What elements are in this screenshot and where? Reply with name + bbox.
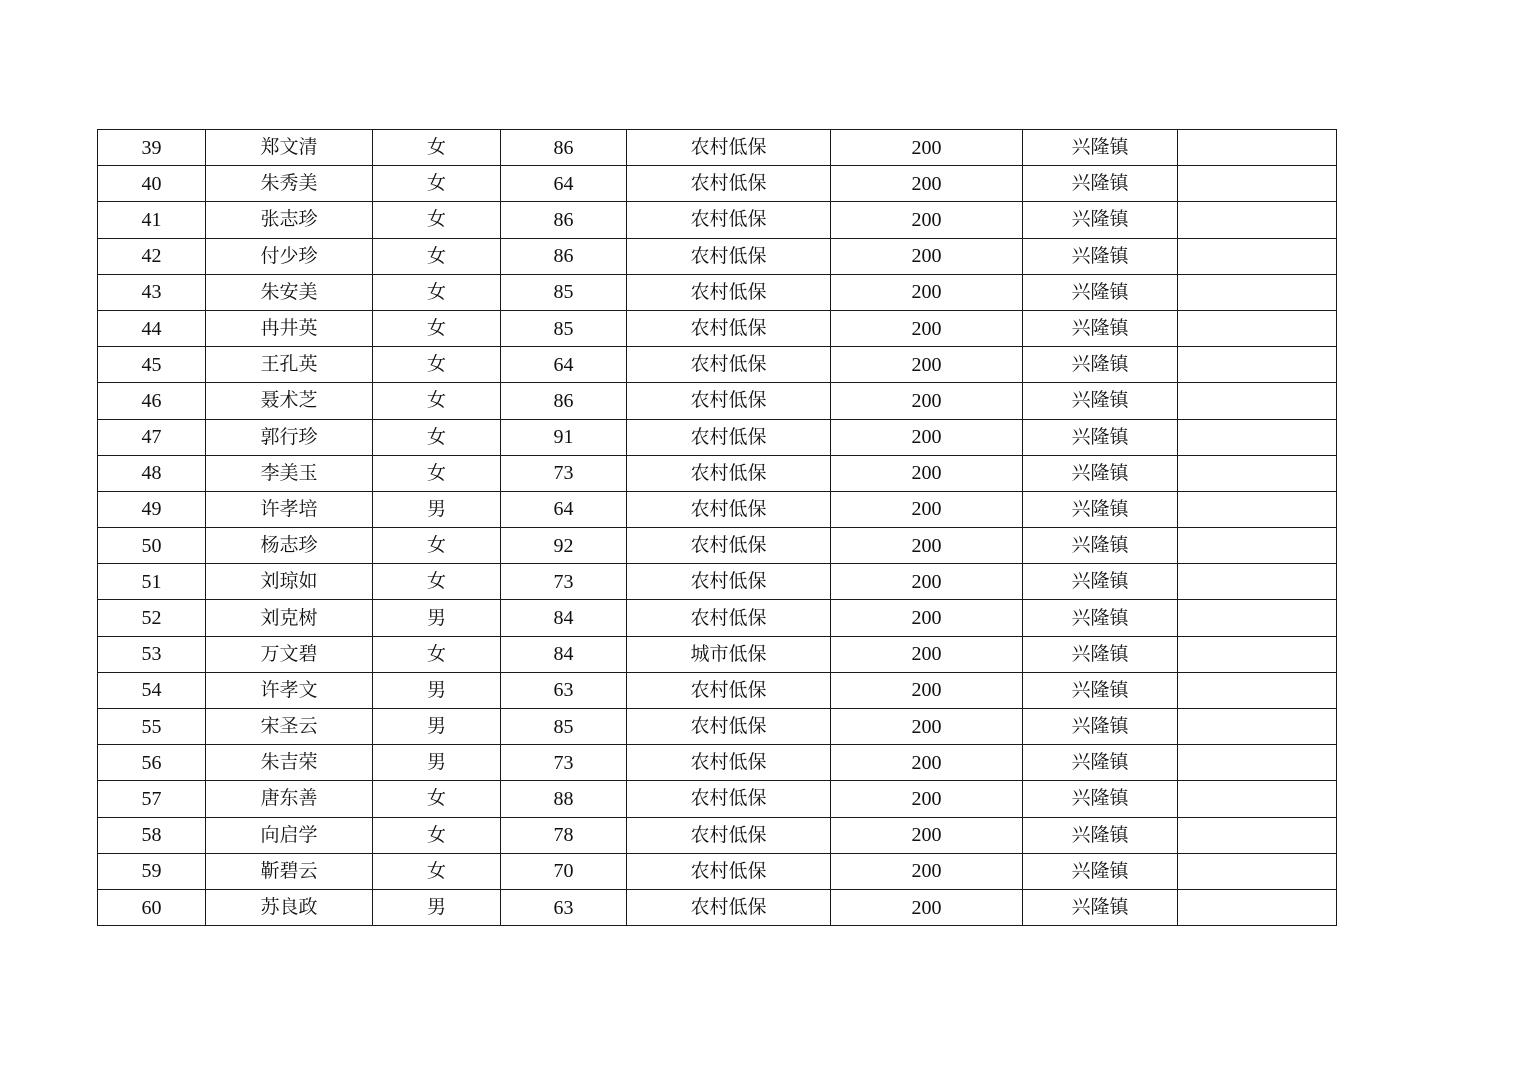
serial-cell: 48 <box>98 455 206 491</box>
category-cell: 农村低保 <box>627 600 831 636</box>
category-cell: 农村低保 <box>627 672 831 708</box>
serial-cell: 52 <box>98 600 206 636</box>
amount-cell: 200 <box>831 347 1023 383</box>
remark-cell <box>1178 564 1337 600</box>
town-cell: 兴隆镇 <box>1023 889 1178 925</box>
name-cell: 万文碧 <box>206 636 373 672</box>
category-cell: 城市低保 <box>627 636 831 672</box>
serial-cell: 55 <box>98 709 206 745</box>
age-cell: 64 <box>501 347 627 383</box>
remark-cell <box>1178 672 1337 708</box>
town-cell: 兴隆镇 <box>1023 491 1178 527</box>
table-row <box>98 636 1337 672</box>
gender-cell: 男 <box>373 600 501 636</box>
serial-cell: 40 <box>98 166 206 202</box>
serial-cell: 46 <box>98 383 206 419</box>
amount-cell: 200 <box>831 238 1023 274</box>
gender-cell: 女 <box>373 130 501 166</box>
table-row <box>98 672 1337 708</box>
amount-cell: 200 <box>831 853 1023 889</box>
remark-cell <box>1178 636 1337 672</box>
town-cell: 兴隆镇 <box>1023 528 1178 564</box>
serial-cell: 45 <box>98 347 206 383</box>
category-cell: 农村低保 <box>627 166 831 202</box>
age-cell: 70 <box>501 853 627 889</box>
remark-cell <box>1178 166 1337 202</box>
amount-cell: 200 <box>831 274 1023 310</box>
town-cell: 兴隆镇 <box>1023 130 1178 166</box>
town-cell: 兴隆镇 <box>1023 310 1178 346</box>
serial-cell: 54 <box>98 672 206 708</box>
category-cell: 农村低保 <box>627 383 831 419</box>
amount-cell: 200 <box>831 889 1023 925</box>
table-row <box>98 455 1337 491</box>
town-cell: 兴隆镇 <box>1023 600 1178 636</box>
gender-cell: 女 <box>373 528 501 564</box>
table-row <box>98 889 1337 925</box>
table-row <box>98 528 1337 564</box>
table-row <box>98 709 1337 745</box>
age-cell: 91 <box>501 419 627 455</box>
remark-cell <box>1178 491 1337 527</box>
table-row <box>98 564 1337 600</box>
table-body <box>98 130 1337 926</box>
remark-cell <box>1178 853 1337 889</box>
name-cell: 朱吉荣 <box>206 745 373 781</box>
category-cell: 农村低保 <box>627 202 831 238</box>
serial-cell: 59 <box>98 853 206 889</box>
age-cell: 85 <box>501 274 627 310</box>
town-cell: 兴隆镇 <box>1023 455 1178 491</box>
category-cell: 农村低保 <box>627 564 831 600</box>
gender-cell: 男 <box>373 672 501 708</box>
gender-cell: 女 <box>373 238 501 274</box>
amount-cell: 200 <box>831 672 1023 708</box>
town-cell: 兴隆镇 <box>1023 419 1178 455</box>
remark-cell <box>1178 781 1337 817</box>
age-cell: 78 <box>501 817 627 853</box>
category-cell: 农村低保 <box>627 347 831 383</box>
age-cell: 73 <box>501 564 627 600</box>
amount-cell: 200 <box>831 600 1023 636</box>
gender-cell: 女 <box>373 310 501 346</box>
serial-cell: 56 <box>98 745 206 781</box>
category-cell: 农村低保 <box>627 889 831 925</box>
name-cell: 杨志珍 <box>206 528 373 564</box>
gender-cell: 女 <box>373 166 501 202</box>
table-row <box>98 781 1337 817</box>
age-cell: 64 <box>501 166 627 202</box>
name-cell: 朱安美 <box>206 274 373 310</box>
category-cell: 农村低保 <box>627 853 831 889</box>
table-row <box>98 202 1337 238</box>
serial-cell: 51 <box>98 564 206 600</box>
gender-cell: 女 <box>373 781 501 817</box>
name-cell: 王孔英 <box>206 347 373 383</box>
serial-cell: 42 <box>98 238 206 274</box>
serial-cell: 60 <box>98 889 206 925</box>
category-cell: 农村低保 <box>627 419 831 455</box>
town-cell: 兴隆镇 <box>1023 238 1178 274</box>
name-cell: 李美玉 <box>206 455 373 491</box>
table-row <box>98 600 1337 636</box>
age-cell: 86 <box>501 383 627 419</box>
age-cell: 63 <box>501 672 627 708</box>
gender-cell: 男 <box>373 491 501 527</box>
town-cell: 兴隆镇 <box>1023 672 1178 708</box>
data-table <box>97 129 1337 926</box>
category-cell: 农村低保 <box>627 709 831 745</box>
table-row <box>98 419 1337 455</box>
town-cell: 兴隆镇 <box>1023 636 1178 672</box>
serial-cell: 43 <box>98 274 206 310</box>
category-cell: 农村低保 <box>627 238 831 274</box>
amount-cell: 200 <box>831 745 1023 781</box>
amount-cell: 200 <box>831 528 1023 564</box>
age-cell: 85 <box>501 709 627 745</box>
category-cell: 农村低保 <box>627 130 831 166</box>
remark-cell <box>1178 745 1337 781</box>
name-cell: 张志珍 <box>206 202 373 238</box>
gender-cell: 女 <box>373 202 501 238</box>
name-cell: 郑文清 <box>206 130 373 166</box>
gender-cell: 男 <box>373 745 501 781</box>
age-cell: 64 <box>501 491 627 527</box>
amount-cell: 200 <box>831 455 1023 491</box>
name-cell: 唐东善 <box>206 781 373 817</box>
age-cell: 84 <box>501 636 627 672</box>
name-cell: 向启学 <box>206 817 373 853</box>
remark-cell <box>1178 130 1337 166</box>
age-cell: 84 <box>501 600 627 636</box>
table-row <box>98 745 1337 781</box>
table-row <box>98 238 1337 274</box>
category-cell: 农村低保 <box>627 817 831 853</box>
category-cell: 农村低保 <box>627 310 831 346</box>
amount-cell: 200 <box>831 781 1023 817</box>
category-cell: 农村低保 <box>627 745 831 781</box>
amount-cell: 200 <box>831 817 1023 853</box>
amount-cell: 200 <box>831 383 1023 419</box>
age-cell: 73 <box>501 455 627 491</box>
age-cell: 63 <box>501 889 627 925</box>
gender-cell: 女 <box>373 347 501 383</box>
name-cell: 宋圣云 <box>206 709 373 745</box>
serial-cell: 44 <box>98 310 206 346</box>
amount-cell: 200 <box>831 202 1023 238</box>
name-cell: 刘琼如 <box>206 564 373 600</box>
remark-cell <box>1178 419 1337 455</box>
town-cell: 兴隆镇 <box>1023 745 1178 781</box>
town-cell: 兴隆镇 <box>1023 347 1178 383</box>
remark-cell <box>1178 709 1337 745</box>
age-cell: 86 <box>501 130 627 166</box>
table-row <box>98 166 1337 202</box>
remark-cell <box>1178 238 1337 274</box>
gender-cell: 男 <box>373 889 501 925</box>
town-cell: 兴隆镇 <box>1023 564 1178 600</box>
amount-cell: 200 <box>831 310 1023 346</box>
remark-cell <box>1178 528 1337 564</box>
gender-cell: 女 <box>373 419 501 455</box>
category-cell: 农村低保 <box>627 455 831 491</box>
town-cell: 兴隆镇 <box>1023 166 1178 202</box>
gender-cell: 男 <box>373 709 501 745</box>
age-cell: 73 <box>501 745 627 781</box>
serial-cell: 53 <box>98 636 206 672</box>
amount-cell: 200 <box>831 636 1023 672</box>
name-cell: 朱秀美 <box>206 166 373 202</box>
serial-cell: 50 <box>98 528 206 564</box>
name-cell: 靳碧云 <box>206 853 373 889</box>
name-cell: 刘克树 <box>206 600 373 636</box>
remark-cell <box>1178 600 1337 636</box>
town-cell: 兴隆镇 <box>1023 709 1178 745</box>
town-cell: 兴隆镇 <box>1023 202 1178 238</box>
gender-cell: 女 <box>373 274 501 310</box>
remark-cell <box>1178 455 1337 491</box>
category-cell: 农村低保 <box>627 491 831 527</box>
name-cell: 冉井英 <box>206 310 373 346</box>
gender-cell: 女 <box>373 564 501 600</box>
gender-cell: 女 <box>373 817 501 853</box>
serial-cell: 57 <box>98 781 206 817</box>
age-cell: 86 <box>501 202 627 238</box>
amount-cell: 200 <box>831 564 1023 600</box>
category-cell: 农村低保 <box>627 528 831 564</box>
table-row <box>98 491 1337 527</box>
age-cell: 86 <box>501 238 627 274</box>
remark-cell <box>1178 310 1337 346</box>
gender-cell: 女 <box>373 383 501 419</box>
gender-cell: 女 <box>373 636 501 672</box>
gender-cell: 女 <box>373 853 501 889</box>
table-row <box>98 310 1337 346</box>
amount-cell: 200 <box>831 166 1023 202</box>
amount-cell: 200 <box>831 491 1023 527</box>
serial-cell: 39 <box>98 130 206 166</box>
table-row <box>98 817 1337 853</box>
table-row <box>98 853 1337 889</box>
name-cell: 聂术芝 <box>206 383 373 419</box>
town-cell: 兴隆镇 <box>1023 853 1178 889</box>
serial-cell: 58 <box>98 817 206 853</box>
remark-cell <box>1178 347 1337 383</box>
table-row <box>98 383 1337 419</box>
name-cell: 许孝文 <box>206 672 373 708</box>
age-cell: 88 <box>501 781 627 817</box>
serial-cell: 47 <box>98 419 206 455</box>
remark-cell <box>1178 889 1337 925</box>
remark-cell <box>1178 817 1337 853</box>
serial-cell: 49 <box>98 491 206 527</box>
name-cell: 付少珍 <box>206 238 373 274</box>
amount-cell: 200 <box>831 419 1023 455</box>
table-row <box>98 130 1337 166</box>
name-cell: 郭行珍 <box>206 419 373 455</box>
amount-cell: 200 <box>831 709 1023 745</box>
remark-cell <box>1178 274 1337 310</box>
remark-cell <box>1178 202 1337 238</box>
category-cell: 农村低保 <box>627 781 831 817</box>
remark-cell <box>1178 383 1337 419</box>
town-cell: 兴隆镇 <box>1023 274 1178 310</box>
table-row <box>98 347 1337 383</box>
name-cell: 苏良政 <box>206 889 373 925</box>
category-cell: 农村低保 <box>627 274 831 310</box>
town-cell: 兴隆镇 <box>1023 383 1178 419</box>
name-cell: 许孝培 <box>206 491 373 527</box>
town-cell: 兴隆镇 <box>1023 781 1178 817</box>
gender-cell: 女 <box>373 455 501 491</box>
amount-cell: 200 <box>831 130 1023 166</box>
age-cell: 92 <box>501 528 627 564</box>
town-cell: 兴隆镇 <box>1023 817 1178 853</box>
serial-cell: 41 <box>98 202 206 238</box>
age-cell: 85 <box>501 310 627 346</box>
table-row <box>98 274 1337 310</box>
